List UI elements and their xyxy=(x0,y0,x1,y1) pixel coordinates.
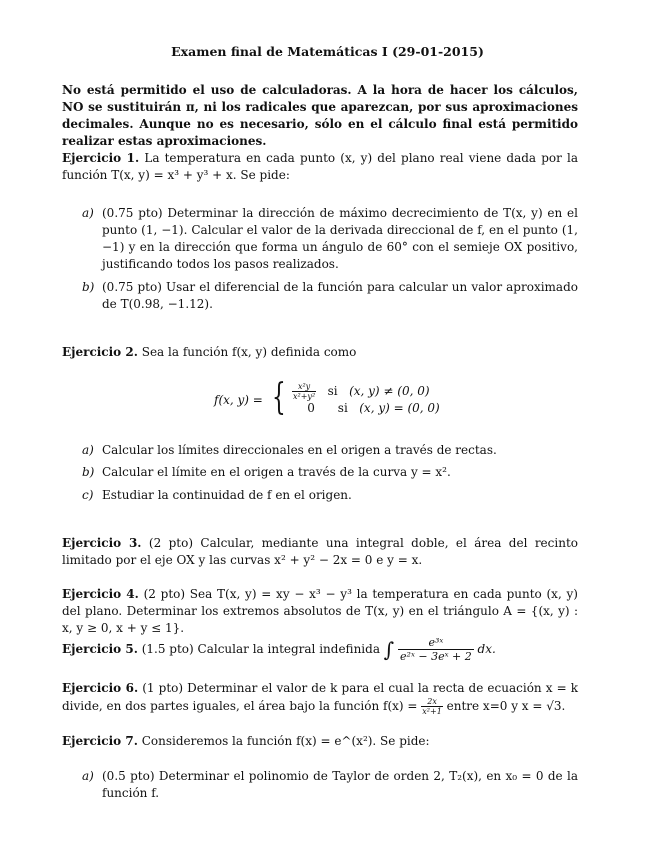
exam-title: Examen final de Matemáticas I (29-01-2015) xyxy=(171,44,484,59)
f-fraction: $\frac{2x}{\text{x²+1}}$ xyxy=(422,697,442,716)
exercise-6-label: Ejercicio 6. xyxy=(62,681,139,695)
piecewise-fraction: $\frac{\text{x²y}}{\text{x²+y²}}$ xyxy=(293,382,316,401)
exercise-2-text: Sea la función f(x, y) definida como xyxy=(141,345,357,359)
exercise-2-part-a: a) Calcular los límites direccionales en el origen a través de rectas. xyxy=(82,443,497,457)
integral-sign-icon: ∫ xyxy=(383,637,395,662)
exercise-2-label: Ejercicio 2. xyxy=(62,345,138,359)
part-a-text: (0.75 pto) Determinar la dirección de máximo decrecimiento de T(x, y) en el punto (1, −1). Calcular el valor de la derivada direccional de f, en el punto (1, −1) y en la dirección que forma un ángulo de 60° con el semieje OX positivo, justificando todos los pasos realizados. xyxy=(102,206,578,271)
exercise-5: Ejercicio 5. (1.5 pto) Calcular la integral indefinida ∫ $\frac{\text{e³ˣ}}{\text{e²ˣ − 3eˣ + 2}}$ dx. xyxy=(62,636,496,663)
piecewise-lhs: f(x, y) = xyxy=(214,393,263,407)
exercise-1-intro xyxy=(62,150,578,184)
exercise-1-label: Ejercicio 1. xyxy=(62,151,140,165)
part-b-text: (0.75 pto) Usar el diferencial de la función para calcular un valor aproximado de T(0.98, −1.12). xyxy=(102,280,578,311)
left-brace-icon: { xyxy=(272,377,286,418)
exercise-7-part-a: a) (0.5 pto) Determinar el polinomio de Taylor de orden 2, T₂(x), en x₀ = 0 de la función f. xyxy=(82,769,578,800)
exercise-2-part-b: b) Calcular el límite en el origen a través de la curva y = x². xyxy=(82,465,451,479)
integral-fraction: $\frac{\text{e³ˣ}}{\text{e²ˣ − 3eˣ + 2}}$ xyxy=(400,636,472,663)
exercise-7-intro: Ejercicio 7. Consideremos la función f(x) = e^(x²). Se pide: xyxy=(62,734,430,748)
exercise-2-intro xyxy=(62,344,578,361)
exercise-3-label: Ejercicio 3. xyxy=(62,536,142,550)
piecewise-row-2: 0 si (x, y) = (0, 0) xyxy=(307,401,440,415)
exercise-6: Ejercicio 6. (1 pto) Determinar el valor de k para el cual la recta de ecuación x = k divide, en dos partes iguales, el área bajo la función f(x) = $\frac{2x}{\text{x²+1}}$ entre x=0 y x = √3. xyxy=(62,681,578,716)
exercise-7-label: Ejercicio 7. xyxy=(62,734,138,748)
exercise-3: Ejercicio 3. (2 pto) Calcular, mediante una integral doble, el área del recinto limitado por el eje OX y las curvas x² + y² − 2x = 0 e y = x. xyxy=(62,536,578,567)
exercise-1-part-b xyxy=(82,279,578,313)
part-a-marker: a) xyxy=(82,206,94,220)
exercise-1-part-a xyxy=(82,205,578,273)
exercise-5-label: Ejercicio 5. xyxy=(62,642,138,656)
piecewise-row-1: $\frac{\text{x²y}}{\text{x²+y²}}$ si (x, y) ≠ (0, 0) xyxy=(293,382,430,401)
exercise-4: Ejercicio 4. (2 pto) Sea T(x, y) = xy − x³ − y³ la temperatura en cada punto (x, y) del plano. Determinar los extremos absolutos de T(x, y) en el triángulo A = {(x, y) : x, y ≥ 0, x + y ≤ 1}. xyxy=(62,587,578,635)
part-b-marker: b) xyxy=(82,280,95,294)
piecewise-function xyxy=(214,377,440,420)
exercise-4-label: Ejercicio 4. xyxy=(62,587,139,601)
exercise-1-text: La temperatura en cada punto (x, y) del plano real viene dada por la función T(x, y) = x³ + y³ + x. Se pide: xyxy=(62,151,578,182)
exam-instructions: No está permitido el uso de calculadoras. A la hora de hacer los cálculos, NO se sustituirán π, ni los radicales que aparezcan, por sus aproximaciones decimales. Aunque no es necesario, sólo en el cálculo final está permitido realizar estas aproximaciones. xyxy=(62,83,578,148)
exercise-2-part-c: c) Estudiar la continuidad de f en el origen. xyxy=(82,488,352,502)
